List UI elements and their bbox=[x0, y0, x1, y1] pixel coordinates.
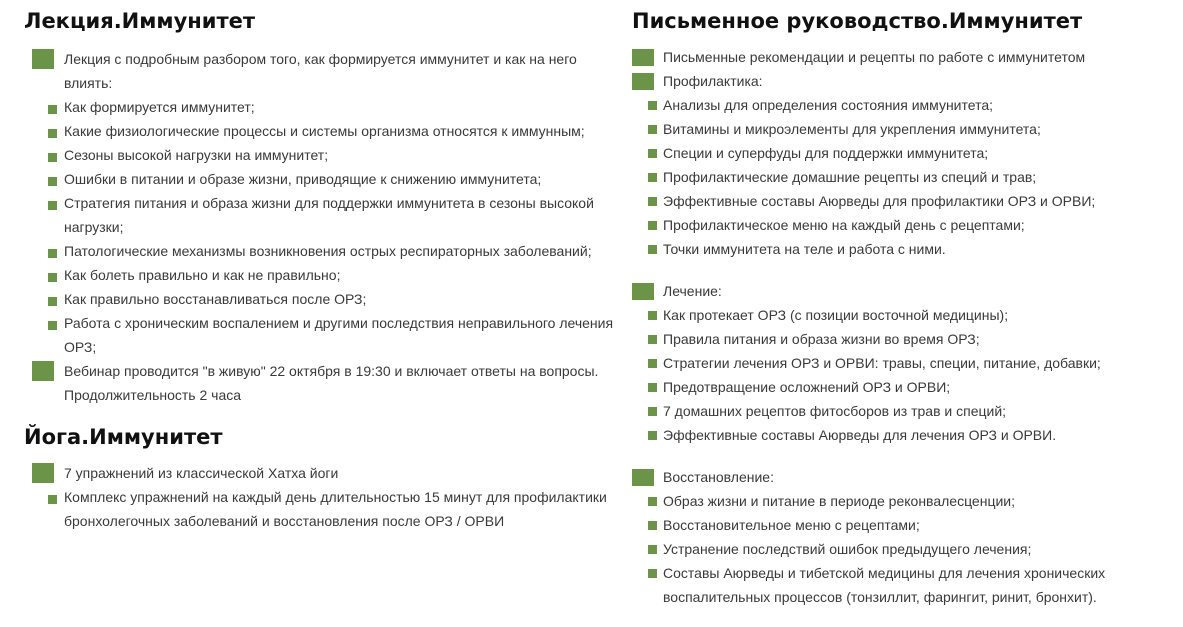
prevention-item bbox=[632, 213, 1177, 237]
treatment-item bbox=[632, 351, 1177, 375]
lecture-item-text: Ошибки в питании и образе жизни, приводящие к снижению иммунитета; bbox=[64, 171, 542, 187]
lecture-item-text: Стратегия питания и образа жизни для поддержки иммунитета в сезоны высокой нагрузки; bbox=[64, 195, 594, 235]
recovery-label: Восстановление: bbox=[663, 469, 774, 485]
recovery-item bbox=[632, 561, 1177, 609]
bullet-square-icon bbox=[48, 297, 57, 306]
bullet-square-icon bbox=[632, 49, 654, 66]
treatment-item-text: Как протекает ОРЗ (с позиции восточной медицины); bbox=[663, 307, 1009, 323]
lecture-item-text: Как правильно восстанавливаться после ОРЗ; bbox=[64, 291, 367, 307]
prevention-item bbox=[632, 117, 1177, 141]
yoga-item bbox=[24, 485, 624, 533]
lecture-list bbox=[24, 47, 624, 407]
bullet-square-icon bbox=[648, 521, 657, 530]
prevention-item-text: Специи и суперфуды для поддержки иммунитета; bbox=[663, 145, 989, 161]
bullet-square-icon bbox=[648, 101, 657, 110]
recovery-item-text: Устранение последствий ошибок предыдущего лечения; bbox=[663, 541, 1032, 557]
yoga-item-text: Комплекс упражнений на каждый день длительностью 15 минут для профилактики бронхолегочных заболеваний и восстановления после ОРЗ / ОРВИ bbox=[64, 489, 607, 529]
yoga-intro-item bbox=[24, 461, 624, 485]
recovery-item bbox=[632, 537, 1177, 561]
prevention-label: Профилактика: bbox=[663, 73, 763, 89]
treatment-item-text: Стратегии лечения ОРЗ и ОРВИ: травы, специи, питание, добавки; bbox=[663, 355, 1101, 371]
left-column bbox=[24, 0, 624, 533]
bullet-square-icon bbox=[648, 359, 657, 368]
prevention-item bbox=[632, 93, 1177, 117]
lecture-intro-text: Лекция с подробным разбором того, как формируется иммунитет и как на него влиять: bbox=[64, 51, 577, 91]
lecture-item bbox=[24, 191, 624, 239]
bullet-square-icon bbox=[48, 495, 57, 504]
treatment-item bbox=[632, 375, 1177, 399]
guide-intro-item bbox=[632, 45, 1177, 69]
webinar-info-item bbox=[24, 359, 624, 407]
lecture-item-text: Работа с хроническим воспалением и другими последствия неправильного лечения ОРЗ; bbox=[64, 315, 614, 355]
treatment-item-text: Эффективные составы Аюрведы для лечения ОРЗ и ОРВИ. bbox=[663, 427, 1057, 443]
prevention-item-text: Витамины и микроэлементы для укрепления иммунитета; bbox=[663, 121, 1041, 137]
bullet-square-icon bbox=[648, 545, 657, 554]
lecture-intro-item bbox=[24, 47, 624, 95]
bullet-square-icon bbox=[48, 177, 57, 186]
bullet-square-icon bbox=[48, 249, 57, 258]
yoga-list bbox=[24, 461, 624, 533]
treatment-item-text: 7 домашних рецептов фитосборов из трав и специй; bbox=[663, 403, 1007, 419]
treatment-label-item bbox=[632, 279, 1177, 303]
bullet-square-icon bbox=[648, 497, 657, 506]
bullet-square-icon bbox=[48, 153, 57, 162]
bullet-square-icon bbox=[632, 469, 654, 486]
treatment-list bbox=[632, 279, 1177, 447]
recovery-item-text: Восстановительное меню с рецептами; bbox=[663, 517, 920, 533]
prevention-label-item bbox=[632, 69, 1177, 93]
recovery-item-text: Образ жизни и питание в периоде реконвалесценции; bbox=[663, 493, 1016, 509]
prevention-item bbox=[632, 189, 1177, 213]
bullet-square-icon bbox=[648, 245, 657, 254]
bullet-square-icon bbox=[48, 201, 57, 210]
yoga-title: Йога.Иммунитет bbox=[24, 425, 223, 449]
guide-intro-text: Письменные рекомендации и рецепты по работе с иммунитетом bbox=[663, 49, 1086, 65]
lecture-title: Лекция.Иммунитет bbox=[24, 9, 256, 33]
lecture-item-text: Сезоны высокой нагрузки на иммунитет; bbox=[64, 147, 329, 163]
bullet-square-icon bbox=[648, 149, 657, 158]
treatment-item bbox=[632, 303, 1177, 327]
bullet-square-icon bbox=[48, 105, 57, 114]
recovery-label-item bbox=[632, 465, 1177, 489]
lecture-item-text: Какие физиологические процессы и системы организма относятся к иммунным; bbox=[64, 123, 585, 139]
guide-title: Письменное руководство.Иммунитет bbox=[632, 9, 1083, 33]
treatment-item bbox=[632, 399, 1177, 423]
bullet-square-icon bbox=[648, 173, 657, 182]
lecture-item-text: Как болеть правильно и как не правильно; bbox=[64, 267, 341, 283]
bullet-square-icon bbox=[648, 383, 657, 392]
bullet-square-icon bbox=[48, 321, 57, 330]
treatment-item-text: Предотвращение осложнений ОРЗ и ОРВИ; bbox=[663, 379, 951, 395]
bullet-square-icon bbox=[648, 197, 657, 206]
treatment-item bbox=[632, 327, 1177, 351]
yoga-intro-text: 7 упражнений из классической Хатха йоги bbox=[64, 465, 339, 481]
prevention-item-text: Анализы для определения состояния иммунитета; bbox=[663, 97, 993, 113]
lecture-item bbox=[24, 239, 624, 263]
bullet-square-icon bbox=[48, 273, 57, 282]
prevention-item bbox=[632, 141, 1177, 165]
bullet-square-icon bbox=[32, 361, 54, 381]
lecture-item bbox=[24, 287, 624, 311]
lecture-item bbox=[24, 263, 624, 287]
prevention-item bbox=[632, 165, 1177, 189]
bullet-square-icon bbox=[48, 129, 57, 138]
bullet-square-icon bbox=[32, 49, 54, 69]
treatment-item bbox=[632, 423, 1177, 447]
bullet-square-icon bbox=[648, 335, 657, 344]
prevention-item-text: Профилактические домашние рецепты из специй и трав; bbox=[663, 169, 1037, 185]
prevention-item-text: Профилактическое меню на каждый день с рецептами; bbox=[663, 217, 1025, 233]
bullet-square-icon bbox=[648, 407, 657, 416]
lecture-item bbox=[24, 119, 624, 143]
recovery-list bbox=[632, 465, 1177, 609]
lecture-item-text: Патологические механизмы возникновения острых респираторных заболеваний; bbox=[64, 243, 592, 259]
prevention-list bbox=[632, 69, 1177, 261]
lecture-item bbox=[24, 311, 624, 359]
bullet-square-icon bbox=[648, 311, 657, 320]
bullet-square-icon bbox=[648, 569, 657, 578]
prevention-item-text: Эффективные составы Аюрведы для профилактики ОРЗ и ОРВИ; bbox=[663, 193, 1096, 209]
bullet-square-icon bbox=[648, 431, 657, 440]
prevention-item-text: Точки иммунитета на теле и работа с ними. bbox=[663, 241, 946, 257]
bullet-square-icon bbox=[648, 125, 657, 134]
bullet-square-icon bbox=[632, 73, 654, 90]
bullet-square-icon bbox=[32, 463, 54, 483]
lecture-item-text: Как формируется иммунитет; bbox=[64, 99, 255, 115]
webinar-info-text: Вебинар проводится "в живую" 22 октября в 19:30 и включает ответы на вопросы. Продолжительность 2 часа bbox=[64, 363, 599, 403]
guide-intro-list bbox=[632, 45, 1177, 69]
bullet-square-icon bbox=[632, 283, 654, 300]
lecture-item bbox=[24, 167, 624, 191]
recovery-item bbox=[632, 513, 1177, 537]
lecture-item bbox=[24, 143, 624, 167]
recovery-item bbox=[632, 489, 1177, 513]
recovery-item-text: Составы Аюрведы и тибетской медицины для лечения хронических воспалительных процессов (тонзиллит, фарингит, ринит, бронхит). bbox=[663, 565, 1106, 605]
prevention-item bbox=[632, 237, 1177, 261]
treatment-label: Лечение: bbox=[663, 283, 722, 299]
lecture-item bbox=[24, 95, 624, 119]
right-column bbox=[632, 0, 1177, 609]
bullet-square-icon bbox=[648, 221, 657, 230]
treatment-item-text: Правила питания и образа жизни во время ОРЗ; bbox=[663, 331, 980, 347]
